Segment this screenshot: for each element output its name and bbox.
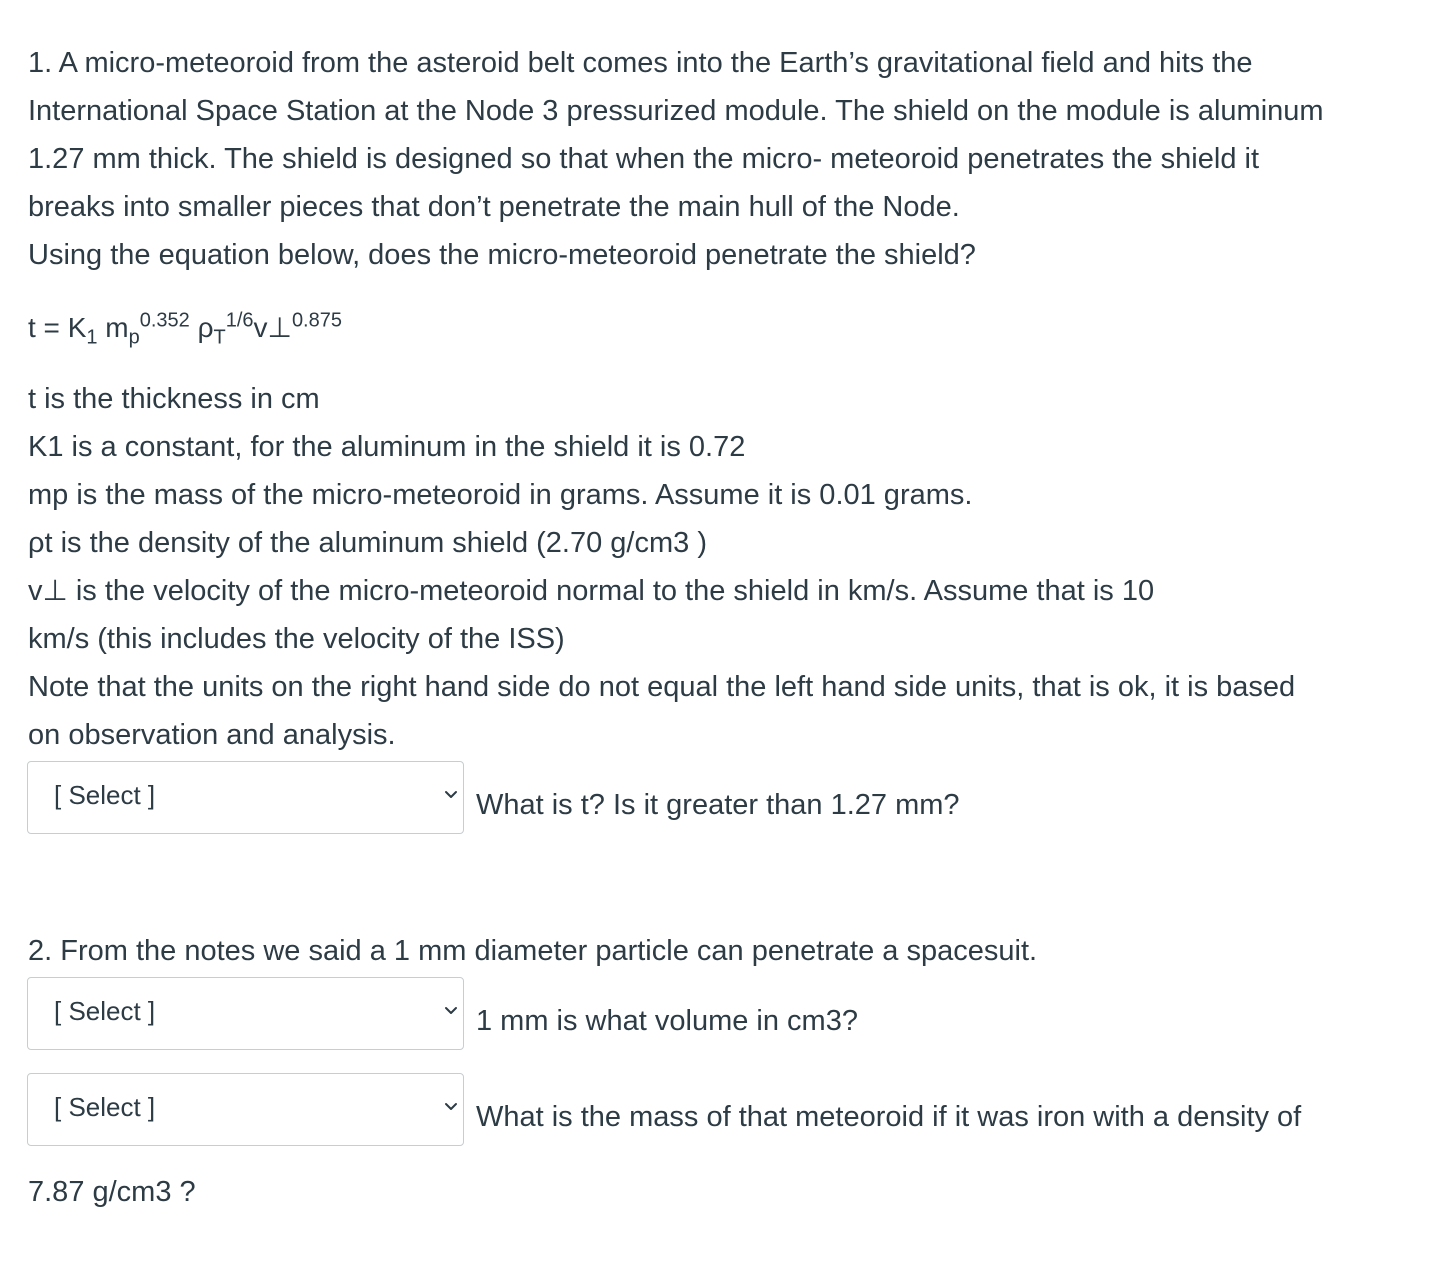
definition-velocity-line-1: v⊥ is the velocity of the micro-meteoroid normal to the shield in km/s. Assume that is 10 — [28, 575, 1155, 607]
q2-mass-select[interactable] — [27, 1073, 464, 1146]
eq-m-exponent: 0.352 — [139, 309, 190, 332]
eq-k-subscript: 1 — [86, 326, 98, 349]
eq-m: m — [97, 312, 129, 343]
eq-rho: ρ — [189, 312, 214, 343]
definition-mp: mp is the mass of the micro-meteoroid in grams. Assume it is 0.01 grams. — [28, 479, 973, 511]
q2-volume-select[interactable] — [27, 977, 464, 1050]
eq-v: v⊥ — [253, 312, 292, 343]
definition-t: t is the thickness in cm — [28, 383, 320, 415]
units-note-line-1: Note that the units on the right hand side do not equal the left hand side units, that is ok, it is based — [28, 671, 1296, 703]
chevron-down-icon — [442, 1002, 460, 1020]
q1-text-line-3: 1.27 mm thick. The shield is designed so that when the micro- meteoroid penetrates the shield it — [28, 143, 1259, 175]
eq-rho-exponent: 1/6 — [225, 309, 254, 332]
chevron-down-icon — [442, 786, 460, 804]
definition-rho: ρt is the density of the aluminum shield (2.70 g/cm3 ) — [28, 527, 707, 559]
q1-text-line-1: 1. A micro-meteoroid from the asteroid belt comes into the Earth’s gravitational field and hits the — [28, 47, 1253, 79]
definition-velocity-line-2: km/s (this includes the velocity of the ISS) — [28, 623, 565, 655]
definition-k1: K1 is a constant, for the aluminum in the shield it is 0.72 — [28, 431, 746, 463]
units-note-line-2: on observation and analysis. — [28, 719, 396, 751]
q1-question: Using the equation below, does the micro-meteoroid penetrate the shield? — [28, 239, 976, 271]
q1-prompt: What is t? Is it greater than 1.27 mm? — [476, 789, 960, 821]
chevron-down-icon — [442, 1098, 460, 1116]
eq-m-subscript: p — [128, 326, 140, 349]
q2-prompt-mass: What is the mass of that meteoroid if it was iron with a density of — [476, 1101, 1302, 1133]
q2-intro: 2. From the notes we said a 1 mm diameter particle can penetrate a spacesuit. — [28, 935, 1038, 967]
q2-prompt-volume: 1 mm is what volume in cm3? — [476, 1005, 858, 1037]
q2-select1-label: [ Select ] — [54, 996, 156, 1026]
q2-select2-label: [ Select ] — [54, 1092, 156, 1122]
q1-select-label: [ Select ] — [54, 780, 156, 810]
q1-text-line-4: breaks into smaller pieces that don’t penetrate the main hull of the Node. — [28, 191, 960, 223]
eq-lhs: t = K — [28, 312, 87, 343]
q1-text-line-2: International Space Station at the Node 3 pressurized module. The shield on the module is aluminum — [28, 95, 1324, 127]
penetration-equation — [28, 309, 342, 349]
eq-rho-subscript: T — [213, 326, 226, 349]
q2-density-continuation: 7.87 g/cm3 ? — [28, 1176, 196, 1208]
eq-v-exponent: 0.875 — [291, 309, 342, 332]
q1-answer-select[interactable] — [27, 761, 464, 834]
